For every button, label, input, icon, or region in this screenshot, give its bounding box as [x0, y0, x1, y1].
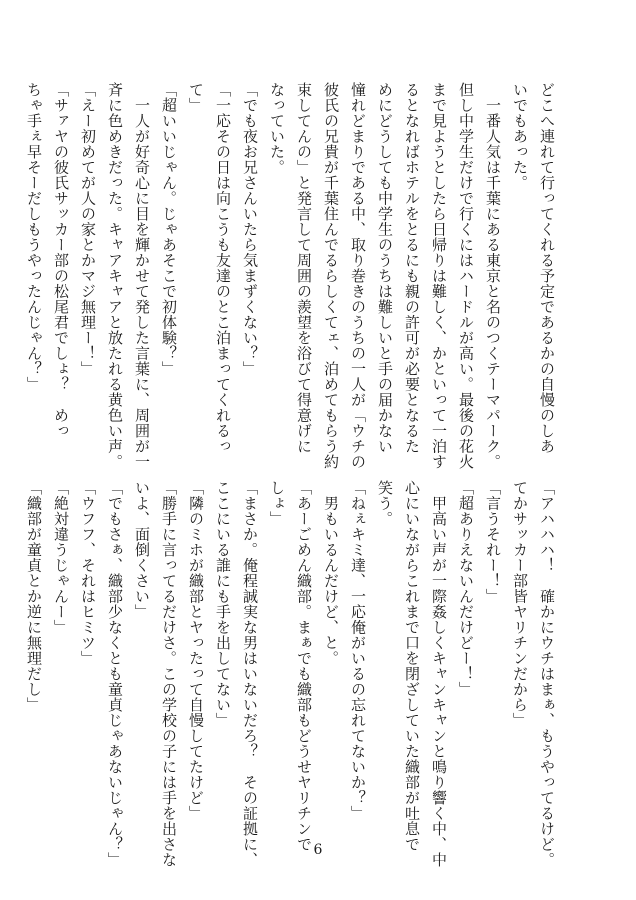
text-line: 「えー初めてが人の家とかマジ無理ー！」 [79, 82, 97, 377]
text-line: 束してんの」と発言して周囲の羨望を浴びて得意げに [295, 82, 313, 454]
text-line: いでもあった。 [511, 82, 529, 191]
text-line: 彼氏の兄貴が千葉住んでるらしくてェ、泊めてもらう約 [322, 82, 340, 470]
text-line: どこへ連れて行ってくれる予定であるかの自慢のしあ [538, 82, 556, 454]
text-line: るとなればホテルをとるにも親の許可が必要となるた [403, 82, 421, 454]
text-line: 斉に色めきだった。キャアキャアと放たれる黄色い声。 [106, 82, 124, 470]
text-line: 但し中学生だけで行くにはハードルが高い。最後の花火 [457, 82, 475, 470]
text-line: ここにいる誰にも手を出してない」 [214, 480, 232, 728]
text-line: 笑う。 [376, 480, 394, 527]
text-line: 「超いいじゃん。じゃあそこで初体験？」 [160, 82, 178, 377]
text-line: 心にいながらこれまで口を閉ざしていた織部が吐息で [403, 480, 421, 852]
text-line: て」 [187, 82, 205, 113]
text-line: 「ねぇキミ達、一応俺がいるの忘れてないか？」 [349, 480, 367, 821]
text-line: 男もいるんだけど、と。 [322, 480, 340, 666]
text-line: 「アハハハ！ 確かにウチはまぁ、もうやってるけど。 [538, 480, 556, 868]
text-line: ちゃ手ぇ早そーだしもうやったんじゃん？」 [25, 82, 43, 392]
text-line: てかサッカー部皆ヤリチンだから」 [511, 480, 529, 728]
page-number: 6 [313, 842, 323, 858]
text-line: 「でもさぁ、織部少なくとも童貞じゃあないじゃん？」 [106, 480, 124, 868]
text-line: 一人が好奇心に目を輝かせて発した言葉に、周囲が一 [133, 82, 151, 470]
text-line: 甲高い声が一際姦しくキャンキャンと鳴り響く中、中 [430, 480, 448, 868]
text-line: 「ウフフ、それはヒミツ」 [79, 480, 97, 666]
lower-text-block [20, 480, 560, 868]
text-line: 「言うそれー！」 [484, 480, 502, 604]
text-line: 「絶対違うじゃんー」 [52, 480, 70, 635]
text-line: 「勝手に言ってるだけさ。この学校の子には手を出さな [160, 480, 178, 868]
text-line: 一番人気は千葉にある東京と名のつくテーマパーク。 [484, 82, 502, 470]
text-line: 「隣のミホが織部とヤったって自慢してたけど」 [187, 480, 205, 821]
text-line: 「でも夜お兄さんいたら気まずくない？」 [241, 82, 259, 377]
text-line: 「サァヤの彼氏サッカー部の松尾君でしょ？ めっ [52, 82, 70, 439]
text-line: 「超ありえないんだけどー！」 [457, 480, 475, 697]
text-line: しょ」 [268, 480, 286, 527]
text-line: いよ、面倒くさい」 [133, 480, 151, 620]
text-line: 「まさか。俺程誠実な男はいないだろ？ その証拠に、 [241, 480, 259, 868]
text-line: 「あーごめん織部。まぁでも織部もどうせヤリチンで [295, 480, 313, 852]
text-line: めにどうしても中学生のうちは難しいと手の届かない [376, 82, 394, 454]
text-line: まで見ようとしたら日帰りは難しく、かといって一泊す [430, 82, 448, 470]
upper-text-block [20, 82, 560, 470]
text-line: 憧れどまりである中、取り巻きのうちの一人が「ウチの [349, 82, 367, 470]
text-line: 「一応その日は向こうも友達のとこ泊まってくれるっ [214, 82, 232, 454]
text-line: なっていた。 [268, 82, 286, 175]
text-line: 「織部が童貞とか逆に無理だし」 [25, 480, 43, 713]
